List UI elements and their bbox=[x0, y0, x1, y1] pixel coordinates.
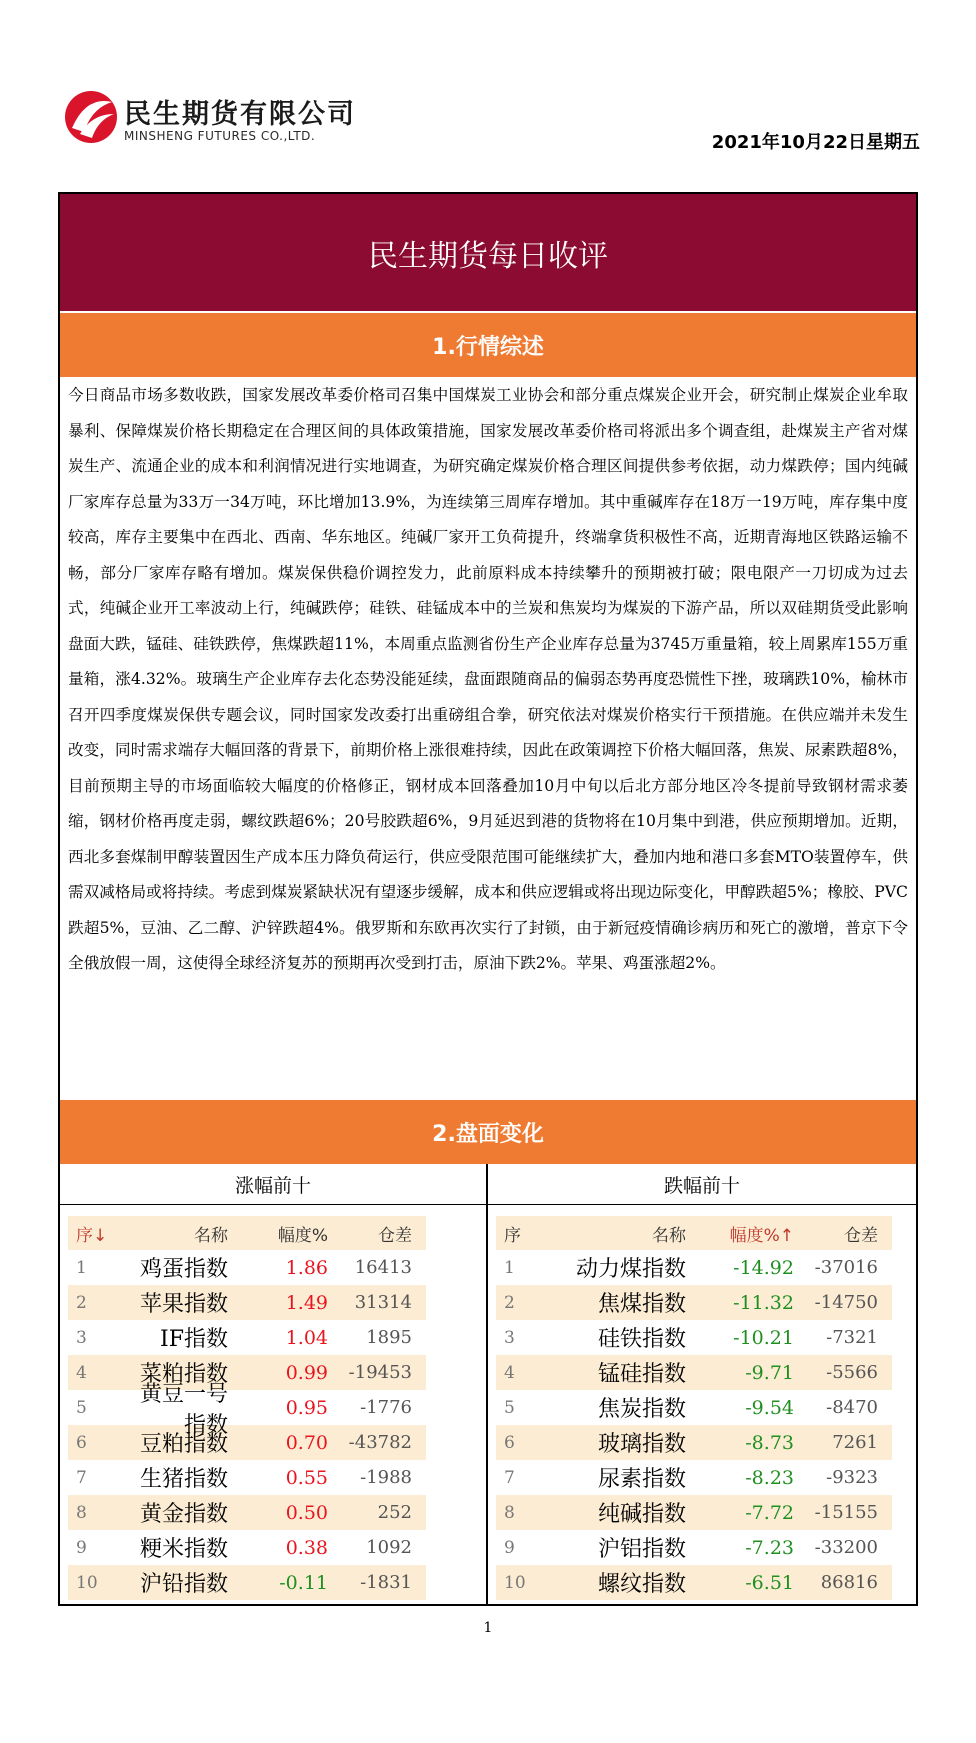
losers-row bbox=[496, 1565, 892, 1600]
losers-row bbox=[496, 1425, 892, 1460]
losers-cell-name: 纯碱指数 bbox=[597, 1502, 686, 1527]
gainers-row bbox=[68, 1381, 426, 1438]
losers-cell-oi: -37016 bbox=[814, 1257, 878, 1278]
losers-header-pct[interactable]: 幅度%↑ bbox=[729, 1225, 794, 1246]
gainers-cell-oi: -1831 bbox=[360, 1572, 412, 1593]
gainers-row bbox=[68, 1250, 426, 1285]
gainers-cell-pct: 0.70 bbox=[285, 1431, 328, 1454]
gainers-header-rank[interactable]: 序↓ bbox=[76, 1225, 108, 1246]
gainers-header-oi[interactable]: 仓差 bbox=[378, 1225, 412, 1246]
losers-cell-name: 硅铁指数 bbox=[597, 1327, 686, 1352]
gainers-cell-rank: 5 bbox=[76, 1397, 87, 1418]
losers-row bbox=[496, 1390, 892, 1425]
gainers-cell-rank: 4 bbox=[76, 1362, 87, 1383]
losers-row bbox=[496, 1285, 892, 1320]
gainers-cell-oi: 252 bbox=[377, 1502, 412, 1523]
losers-cell-name: 锰硅指数 bbox=[597, 1362, 686, 1387]
gainers-cell-rank: 2 bbox=[76, 1292, 87, 1313]
losers-row bbox=[496, 1530, 892, 1565]
losers-cell-oi: -14750 bbox=[814, 1292, 878, 1313]
losers-cell-oi: -8470 bbox=[826, 1397, 878, 1418]
losers-cell-rank: 5 bbox=[504, 1397, 515, 1418]
losers-cell-pct: -8.23 bbox=[745, 1466, 794, 1489]
losers-title: 跌幅前十 bbox=[663, 1174, 740, 1197]
gainers-row bbox=[68, 1495, 426, 1530]
gainers-header-row bbox=[68, 1216, 426, 1250]
gainers-cell-oi: 31314 bbox=[354, 1292, 412, 1313]
losers-cell-name: 动力煤指数 bbox=[575, 1257, 686, 1282]
gainers-cell-oi: -19453 bbox=[348, 1362, 412, 1383]
gainers-cell-oi: 1092 bbox=[366, 1537, 412, 1558]
losers-cell-oi: -15155 bbox=[814, 1502, 878, 1523]
losers-cell-pct: -7.23 bbox=[745, 1536, 794, 1559]
gainers-cell-pct: 0.99 bbox=[285, 1361, 328, 1384]
company-name-en: MINSHENG FUTURES CO.,LTD. bbox=[124, 129, 316, 143]
losers-cell-name: 焦炭指数 bbox=[597, 1397, 686, 1422]
gainers-cell-pct: 0.50 bbox=[285, 1501, 328, 1524]
losers-cell-oi: 7261 bbox=[832, 1432, 878, 1453]
gainers-cell-name: 黄金指数 bbox=[139, 1502, 228, 1527]
losers-header-name[interactable]: 名称 bbox=[652, 1225, 686, 1246]
section-market-overview-title: 1.行情综述 bbox=[60, 311, 916, 377]
gainers-cell-pct: 1.49 bbox=[285, 1291, 328, 1314]
losers-cell-rank: 3 bbox=[504, 1327, 515, 1348]
losers-row bbox=[496, 1355, 892, 1390]
losers-cell-pct: -9.71 bbox=[745, 1361, 794, 1384]
losers-cell-rank: 4 bbox=[504, 1362, 515, 1383]
losers-cell-pct: -14.92 bbox=[733, 1256, 794, 1279]
losers-cell-oi: -33200 bbox=[814, 1537, 878, 1558]
gainers-cell-oi: 1895 bbox=[366, 1327, 412, 1348]
report-date: 2021年10月22日星期五 bbox=[711, 132, 920, 153]
gainers-cell-name: 菜粕指数 bbox=[139, 1362, 228, 1387]
losers-cell-oi: 86816 bbox=[820, 1572, 878, 1593]
losers-table bbox=[496, 1216, 892, 1600]
gainers-row bbox=[68, 1530, 426, 1565]
gainers-cell-name: 沪铅指数 bbox=[139, 1572, 228, 1597]
losers-cell-rank: 9 bbox=[504, 1537, 515, 1558]
company-name-cn: 民生期货有限公司 bbox=[124, 99, 356, 130]
losers-row bbox=[496, 1460, 892, 1495]
gainers-header-pct[interactable]: 幅度% bbox=[277, 1225, 328, 1246]
gainers-cell-rank: 10 bbox=[76, 1572, 98, 1593]
losers-cell-name: 螺纹指数 bbox=[597, 1572, 686, 1597]
gainers-row bbox=[68, 1285, 426, 1320]
gainers-cell-oi: 16413 bbox=[354, 1257, 412, 1278]
losers-cell-rank: 6 bbox=[504, 1432, 515, 1453]
company-logo-mark bbox=[62, 88, 120, 146]
gainers-cell-name: 鸡蛋指数 bbox=[139, 1257, 228, 1282]
losers-cell-oi: -7321 bbox=[826, 1327, 878, 1348]
losers-row bbox=[496, 1495, 892, 1530]
gainers-cell-rank: 1 bbox=[76, 1257, 87, 1278]
gainers-header-name[interactable]: 名称 bbox=[194, 1225, 228, 1246]
gainers-cell-name: 豆粕指数 bbox=[139, 1432, 228, 1457]
market-overview-text: 今日商品市场多数收跌，国家发展改革委价格司召集中国煤炭工业协会和部分重点煤炭企业开会，研究制止煤炭企业牟取暴利、保障煤炭价格长期稳定在合理区间的具体政策措施，国家发展改革委价格司将派出多个调查组，赴煤炭主产省对煤炭生产、流通企业的成本和利润情况进行实地调查，为研究确定煤炭价格合理区间提供参考依据，动力煤跌停；国内纯碱厂家库存总量为33万一34万吨，环比增加13.9%，为连续第三周库存增加。其中重碱库存在18万一19万吨，库存集中度较高，库存主要集中在西北、西南、华东地区。纯碱厂家开工负荷提升，终端拿货积极性不高，近期青海地区铁路运输不畅，部分厂家库存略有增加。煤炭保供稳价调控发力，此前原料成本持续攀升的预期被打破；限电限产一刀切成为过去式，纯碱企业开工率波动上行，纯碱跌停；硅铁、硅锰成本中的兰炭和焦炭均为煤炭的下游产品，所以双硅期货受此影响盘面大跌，锰硅、硅铁跌停，焦煤跌超11%，本周重点监测省份生产企业库存总量为3745万重量箱，较上周累库155万重量箱，涨4.32%。玻璃生产企业库存去化态势没能延续，盘面跟随商品的偏弱态势再度恐慌性下挫，玻璃跌10%，榆林市召开四季度煤炭保供专题会议，同时国家发改委打出重磅组合拳，研究依法对煤炭价格实行干预措施。在供应端并未发生改变，同时需求端存大幅回落的背景下，前期价格上涨很难持续，因此在政策调控下价格大幅回落，焦炭、尿素跌超8%，目前预期主导的市场面临较大幅度的价格修正，钢材成本回落叠加10月中旬以后北方部分地区冷冬提前导致钢材需求萎缩，钢材价格再度走弱，螺纹跌超6%；20号胶跌超6%，9月延迟到港的货物将在10月集中到港，供应预期增加。近期，西北多套煤制甲醇装置因生产成本压力降负荷运行，供应受限范围可能继续扩大，叠加内地和港口多套MTO装置停车，供需双减格局或将持续。考虑到煤炭紧缺状况有望逐步缓解，成本和供应逻辑或将出现边际变化，甲醇跌超5%；橡胶、PVC跌超5%，豆油、乙二醇、沪锌跌超4%。俄罗斯和东欧再次实行了封锁，由于新冠疫情确诊病历和死亡的激增，普京下令全俄放假一周，这使得全球经济复苏的预期再次受到打击，原油下跌2%。苹果、鸡蛋涨超2%。 bbox=[68, 386, 908, 972]
losers-cell-rank: 8 bbox=[504, 1502, 515, 1523]
report-title: 民生期货每日收评 bbox=[60, 194, 916, 311]
gainers-row bbox=[68, 1320, 426, 1355]
losers-cell-name: 焦煤指数 bbox=[597, 1292, 686, 1317]
losers-cell-name: 沪铝指数 bbox=[597, 1537, 686, 1562]
gainers-cell-rank: 7 bbox=[76, 1467, 87, 1488]
losers-cell-oi: -9323 bbox=[826, 1467, 878, 1488]
gainers-cell-rank: 8 bbox=[76, 1502, 87, 1523]
losers-row bbox=[496, 1320, 892, 1355]
gainers-cell-rank: 9 bbox=[76, 1537, 87, 1558]
gainers-row bbox=[68, 1565, 426, 1600]
losers-cell-name: 尿素指数 bbox=[597, 1467, 686, 1492]
gainers-cell-name: 黄豆一号指数 bbox=[139, 1381, 228, 1438]
losers-cell-name: 玻璃指数 bbox=[597, 1432, 686, 1457]
losers-cell-oi: -5566 bbox=[826, 1362, 878, 1383]
report-frame bbox=[58, 192, 918, 1606]
gainers-cell-name: 粳米指数 bbox=[139, 1537, 228, 1562]
losers-cell-rank: 10 bbox=[504, 1572, 526, 1593]
company-logo bbox=[62, 86, 362, 150]
table-divider-horizontal bbox=[60, 1204, 916, 1205]
page-number: 1 bbox=[483, 1620, 493, 1636]
losers-row bbox=[496, 1250, 892, 1285]
gainers-cell-name: IF指数 bbox=[160, 1327, 228, 1352]
gainers-cell-pct: 1.04 bbox=[285, 1326, 328, 1349]
losers-cell-pct: -9.54 bbox=[745, 1396, 794, 1419]
gainers-cell-name: 苹果指数 bbox=[139, 1292, 228, 1317]
losers-cell-rank: 2 bbox=[504, 1292, 515, 1313]
gainers-cell-rank: 3 bbox=[76, 1327, 87, 1348]
losers-cell-pct: -10.21 bbox=[733, 1326, 794, 1349]
gainers-cell-pct: 0.55 bbox=[285, 1466, 328, 1489]
section-board-changes-title: 2.盘面变化 bbox=[60, 1100, 916, 1164]
losers-cell-rank: 7 bbox=[504, 1467, 515, 1488]
losers-header-row bbox=[496, 1216, 892, 1250]
gainers-cell-rank: 6 bbox=[76, 1432, 87, 1453]
table-divider-vertical bbox=[486, 1164, 488, 1604]
gainers-cell-pct: -0.11 bbox=[279, 1571, 328, 1594]
gainers-cell-pct: 1.86 bbox=[285, 1256, 328, 1279]
gainers-cell-oi: -1988 bbox=[360, 1467, 412, 1488]
gainers-row bbox=[68, 1460, 426, 1495]
losers-cell-pct: -7.72 bbox=[745, 1501, 794, 1524]
gainers-cell-pct: 0.38 bbox=[285, 1536, 328, 1559]
gainers-cell-oi: -43782 bbox=[348, 1432, 412, 1453]
losers-cell-pct: -11.32 bbox=[733, 1291, 794, 1314]
losers-cell-pct: -6.51 bbox=[745, 1571, 794, 1594]
losers-cell-pct: -8.73 bbox=[745, 1431, 794, 1454]
gainers-row bbox=[68, 1425, 426, 1460]
losers-header-rank[interactable]: 序 bbox=[504, 1225, 521, 1246]
gainers-cell-pct: 0.95 bbox=[285, 1396, 328, 1419]
gainers-table bbox=[68, 1216, 426, 1600]
losers-cell-rank: 1 bbox=[504, 1257, 515, 1278]
gainers-title: 涨幅前十 bbox=[234, 1174, 311, 1197]
losers-header-oi[interactable]: 仓差 bbox=[844, 1225, 878, 1246]
gainers-cell-oi: -1776 bbox=[360, 1397, 412, 1418]
gainers-cell-name: 生猪指数 bbox=[139, 1467, 228, 1492]
